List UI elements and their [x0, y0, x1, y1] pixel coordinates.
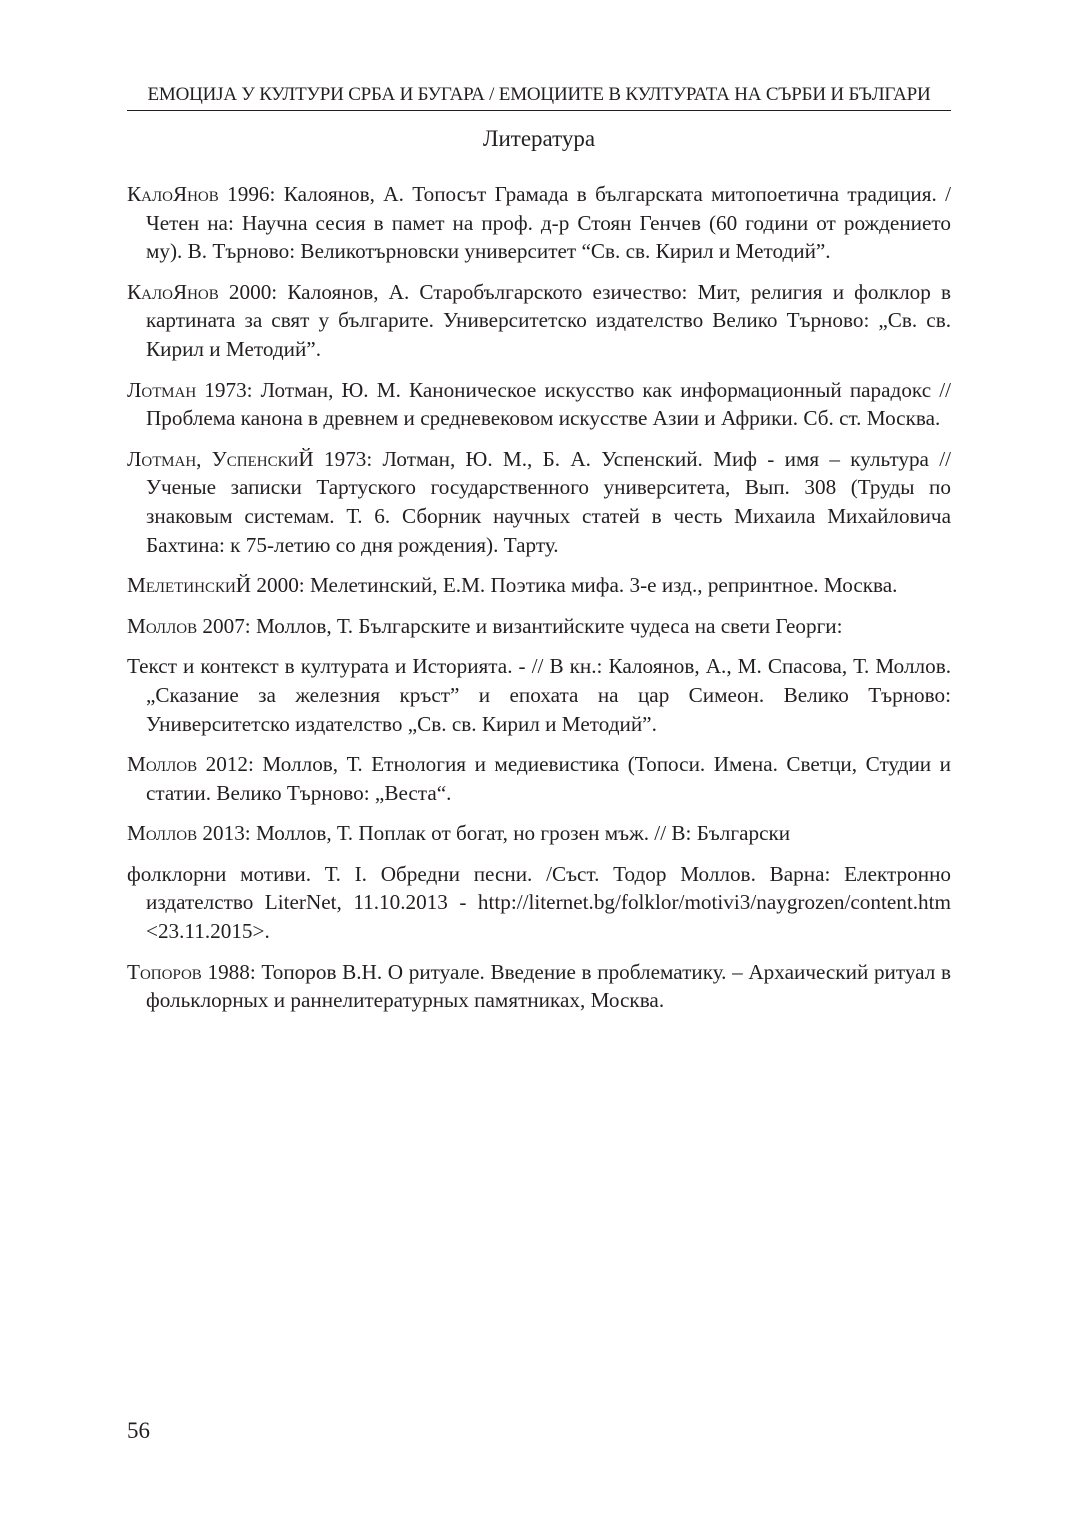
reference-entry: [127, 571, 951, 600]
reference-text: 2007: Моллов, Т. Българските и византийските чудеса на свети Георги:: [197, 613, 843, 638]
reference-entry: [127, 652, 951, 738]
reference-author-key: Топоров: [127, 959, 202, 984]
reference-text: Текст и контекст в културата и Историята. - // В кн.: Калоянов, А., М. Спасова, Т. Моллов. „Сказание за железния кръст” и епохата на цар Симеон. Велико Търново: Университетско издателство „Св. св. Кирил и Методий”.: [127, 654, 951, 736]
reference-text: 2013: Моллов, Т. Поплак от богат, но грозен мъж. // В: Български: [197, 821, 791, 846]
reference-author-key: Моллов: [127, 613, 198, 638]
section-title: Литература: [482, 126, 596, 151]
reference-entry: [127, 958, 951, 1015]
running-header: ЕМОЦИЈА У КУЛТУРИ СРБА И БУГАРА / ЕМОЦИИТЕ В КУЛТУРАТА НА СЪРБИ И БЪЛГАРИ: [127, 82, 951, 111]
reference-entry: [127, 750, 951, 807]
reference-entry: [127, 278, 951, 364]
reference-text: 2000: Калоянов, А. Старобългарското езичество: Мит, религия и фолклор в картината за свят у българите. Университетско издателство Велико Търново: „Св. св. Кирил и Методий”.: [146, 279, 951, 361]
reference-list: [127, 180, 951, 1027]
reference-text: фолклорни мотиви. Т. I. Обредни песни. /Съст. Тодор Моллов. Варна: Електронно издателство LiterNet, 11.10.2013 - http://liternet.bg/folklor/motivi3/naygrozen/content.htm <23.11.2015>.: [127, 861, 951, 944]
reference-entry: [127, 860, 951, 946]
reference-author-key: МелетинскиЙ: [127, 573, 252, 598]
reference-text: 1973: Лотман, Ю. М. Каноническое искусство как информационный парадокс // Проблема канона в древнем и средневековом искусстве Азии и Африки. Сб. ст. Москва.: [146, 377, 951, 431]
reference-entry: [127, 445, 951, 559]
reference-entry: [127, 180, 951, 266]
reference-author-key: Моллов: [127, 752, 198, 777]
page-number: 56: [127, 1418, 150, 1443]
reference-author-key: Лотман: [127, 377, 197, 402]
reference-author-key: КалоЯнов: [127, 182, 219, 206]
reference-entry: [127, 819, 951, 848]
reference-entry: [127, 376, 951, 433]
reference-text: 2000: Мелетинский, Е.М. Поэтика мифа. 3-е изд., репринтное. Москва.: [251, 573, 898, 598]
reference-author-key: КалоЯнов: [127, 279, 219, 304]
reference-author-key: Моллов: [127, 821, 198, 846]
reference-text: 1973: Лотман, Ю. М., Б. А. Успенский. Миф - имя – культура // Ученые записки Тартуского государственного университета, Вып. 308 (Труды по знаковым системам. Т. 6. Сборник научных статей в честь Михаила Михайловича Бахтина: к 75-летию со дня рождения). Тарту.: [146, 446, 951, 557]
reference-text: 2012: Моллов, Т. Етнология и медиевистика (Топоси. Имена. Светци, Студии и статии. Велико Търново: „Веста“.: [146, 752, 951, 805]
reference-text: 1996: Калоянов, А. Топосът Грамада в българската митопоетична традиция. / Четен на: Научна сесия в памет на проф. д-р Стоян Генчев (60 години от рождението му). В. Търново: Великотърновски университет “Св. св. Кирил и Методий”.: [146, 182, 951, 264]
reference-text: 1988: Топоров В.Н. О ритуале. Введение в проблематику. – Архаический ритуал в фольклорных и раннелитературных памятниках, Москва.: [146, 959, 951, 1013]
reference-author-key: Лотман, УспенскиЙ: [127, 446, 314, 471]
reference-entry: [127, 612, 951, 641]
